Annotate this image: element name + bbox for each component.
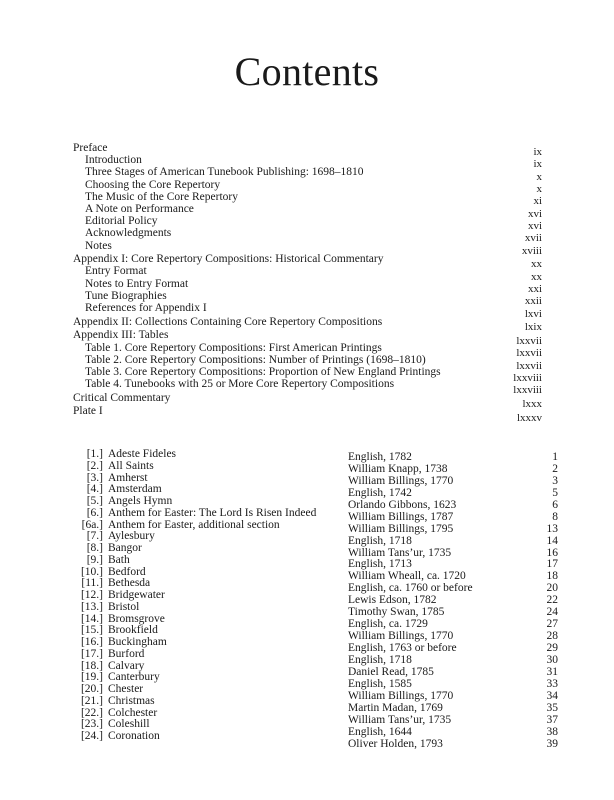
tune-number: [6.] — [86, 506, 103, 519]
toc-entry-title: Plate I — [73, 405, 103, 418]
tune-number: [23.] — [80, 718, 103, 731]
tune-title: Coleshill — [108, 718, 150, 731]
tune-title: Burford — [108, 647, 145, 660]
tune-composer: English, 1644 — [348, 725, 412, 738]
toc-entry-page: ix — [533, 158, 542, 171]
tune-title: Colchester — [108, 706, 158, 719]
toc-entry-page: xxii — [524, 295, 542, 308]
toc-entry-title: Three Stages of American Tunebook Publishing: 1698–1810 — [85, 166, 364, 179]
tune-attribution-row — [348, 488, 558, 500]
toc-entry-page: lxxviii — [513, 384, 542, 397]
tune-number: [2.] — [86, 459, 103, 472]
tune-number: [8.] — [86, 542, 103, 554]
tune-number: [24.] — [80, 730, 103, 742]
tune-page: 16 — [546, 546, 558, 559]
tune-title: Christmas — [108, 694, 155, 707]
toc-entry-page: xvi — [527, 220, 542, 233]
tune-number: [1.] — [86, 448, 103, 460]
tune-composer: William Tans’ur, 1735 — [348, 713, 452, 726]
tune-page: 20 — [546, 582, 558, 595]
tune-page: 24 — [546, 606, 558, 619]
toc-entry-title: References for Appendix I — [85, 301, 207, 314]
tune-composer: William Billings, 1770 — [348, 630, 454, 643]
tune-title: Buckingham — [108, 636, 167, 648]
tune-page: 22 — [546, 594, 558, 607]
toc-entry-title: A Note on Performance — [85, 202, 194, 215]
toc-entry-page: lxix — [524, 321, 542, 334]
tune-title: Anthem for Easter: The Lord Is Risen Indeed — [108, 506, 317, 519]
toc-entry-page: xxi — [527, 283, 542, 296]
tune-page: 3 — [552, 474, 558, 487]
tune-title: Bedford — [108, 565, 146, 578]
tune-composer: Lewis Edson, 1782 — [348, 594, 437, 607]
tune-attribution-row — [348, 739, 558, 751]
tune-page: 33 — [546, 677, 558, 690]
toc-entry-page: xvii — [524, 232, 542, 245]
tune-title: Bristol — [108, 600, 140, 613]
tune-composer: Timothy Swan, 1785 — [348, 606, 445, 619]
tune-composer: English, ca. 1760 or before — [348, 582, 473, 595]
tune-composer: English, 1742 — [348, 486, 412, 499]
toc-entry-title: Tune Biographies — [85, 289, 167, 302]
tune-title: Bromsgrove — [108, 612, 165, 625]
tune-page: 13 — [546, 522, 558, 535]
tune-composer: English, 1782 — [348, 451, 412, 463]
toc-entry-title: Appendix III: Tables — [73, 329, 169, 342]
toc-entry-title: Table 4. Tunebooks with 25 or More Core Repertory Compositions — [85, 378, 395, 391]
tune-composer: English, ca. 1729 — [348, 618, 428, 631]
tune-attribution-row — [348, 524, 558, 536]
tune-title: Angels Hymn — [108, 495, 173, 507]
tune-number: [13.] — [80, 600, 103, 613]
tune-composer: Martin Madan, 1769 — [348, 701, 443, 714]
tune-composer: English, 1718 — [348, 534, 412, 547]
toc-entry-page: xi — [533, 195, 542, 208]
tune-attribution-row — [348, 691, 558, 703]
tune-number: [11.] — [81, 577, 103, 590]
toc-entry-page: xx — [531, 258, 542, 271]
tune-page: 27 — [546, 618, 558, 631]
tune-title: Coronation — [108, 730, 160, 742]
tune-title: Bath — [108, 553, 130, 566]
tune-title: Chester — [108, 683, 144, 695]
tune-number: [17.] — [80, 647, 103, 660]
tune-number: [14.] — [80, 612, 103, 625]
tune-title: All Saints — [108, 459, 154, 472]
tune-composer: William Knapp, 1738 — [348, 462, 448, 475]
toc-entry-title: Critical Commentary — [73, 391, 171, 404]
tune-page: 30 — [546, 653, 558, 666]
toc-entry-title: Choosing the Core Repertory — [85, 178, 221, 191]
tune-number: [10.] — [80, 565, 103, 578]
toc-entry-page: xx — [531, 270, 542, 283]
tune-composer: English, 1585 — [348, 677, 412, 690]
tune-page: 1 — [552, 451, 558, 463]
front-matter-page-numbers — [440, 146, 542, 424]
tune-composer: English, 1718 — [348, 653, 412, 666]
tune-title: Brookfield — [108, 624, 158, 637]
tune-page: 37 — [546, 713, 558, 726]
tune-title: Calvary — [108, 659, 145, 672]
tune-number: [12.] — [80, 589, 103, 601]
toc-entry-page: xviii — [521, 244, 542, 257]
toc-entry-page: lxxviii — [513, 372, 542, 385]
tune-composer: William Billings, 1795 — [348, 522, 454, 535]
tune-composers-pages — [348, 452, 558, 750]
toc-entry-title: Entry Format — [85, 265, 147, 278]
tune-attribution-row — [348, 512, 558, 524]
tune-number: [18.] — [80, 659, 103, 672]
tune-title: Canterbury — [108, 671, 160, 684]
tune-composer: Oliver Holden, 1793 — [348, 737, 443, 750]
tune-page: 29 — [546, 642, 558, 654]
tune-page: 14 — [546, 534, 558, 547]
tune-title: Bridgewater — [108, 589, 165, 601]
tune-number: [9.] — [86, 553, 103, 566]
toc-entry-page: x — [536, 183, 542, 196]
toc-entry-title: Introduction — [85, 154, 142, 167]
toc-entry-page: lxxvii — [516, 347, 542, 360]
tune-attribution-row — [348, 500, 558, 512]
tune-number: [6a.] — [81, 518, 103, 531]
tune-composer: William Wheall, ca. 1720 — [348, 570, 466, 583]
tune-attribution-row — [348, 536, 558, 548]
tune-composer: English, 1763 or before — [348, 642, 457, 654]
tune-page: 39 — [546, 737, 558, 750]
tune-page: 38 — [546, 725, 558, 738]
tune-title: Bangor — [108, 542, 142, 554]
tune-number: [19.] — [80, 671, 103, 684]
tune-page: 35 — [546, 701, 558, 714]
tune-composer: English, 1713 — [348, 558, 412, 571]
tune-composer: William Billings, 1787 — [348, 510, 454, 523]
tune-title: Aylesbury — [108, 530, 155, 543]
toc-entry-page: lxxx — [522, 398, 542, 411]
toc-entry-title: Notes — [85, 239, 112, 252]
tune-attribution-row — [348, 727, 558, 739]
toc-entry-page: ix — [533, 146, 542, 158]
toc-entry-page: x — [536, 170, 542, 183]
tune-page: 5 — [552, 486, 558, 499]
toc-entry-page: lxvi — [524, 307, 542, 320]
tune-number: [20.] — [80, 683, 103, 695]
tune-attribution-row — [348, 703, 558, 715]
tune-page: 17 — [546, 558, 558, 571]
page-title: Contents — [234, 49, 380, 94]
tune-composer: William Billings, 1770 — [348, 689, 454, 702]
toc-entry-title: Preface — [73, 142, 108, 154]
tune-attribution-row — [348, 715, 558, 727]
tune-number: [16.] — [80, 636, 103, 648]
toc-entry-title: Editorial Policy — [85, 215, 158, 228]
tune-title: Amsterdam — [108, 483, 162, 496]
tune-number: [21.] — [80, 694, 103, 707]
tune-number: [22.] — [80, 706, 103, 719]
tune-page: 6 — [552, 498, 558, 511]
toc-entry-title: Acknowledgments — [85, 227, 172, 240]
tune-title: Amherst — [108, 471, 148, 484]
tune-title: Anthem for Easter, additional section — [108, 518, 280, 531]
tune-composer: Orlando Gibbons, 1623 — [348, 498, 457, 511]
tune-page: 31 — [546, 665, 558, 678]
tune-title: Bethesda — [108, 577, 151, 590]
toc-entry-title: The Music of the Core Repertory — [85, 190, 238, 203]
toc-entry-page: lxxvii — [516, 359, 542, 372]
toc-entry-title: Appendix I: Core Repertory Compositions: Historical Commentary — [73, 253, 384, 266]
tune-number: [15.] — [80, 624, 103, 637]
tune-page: 8 — [552, 510, 558, 523]
toc-entry-title: Table 2. Core Repertory Compositions: Number of Printings (1698–1810) — [85, 353, 426, 366]
toc-entry-title: Appendix II: Collections Containing Core Repertory Compositions — [73, 315, 383, 328]
tune-page: 2 — [552, 462, 558, 475]
tune-composer: William Tans’ur, 1735 — [348, 546, 452, 559]
tune-page: 34 — [546, 689, 558, 702]
toc-entry-title: Table 3. Core Repertory Compositions: Proportion of New England Printings — [85, 365, 441, 378]
tune-number: [7.] — [86, 530, 103, 543]
toc-entry-page: lxxxv — [516, 411, 542, 424]
tune-attribution-row — [348, 679, 558, 691]
toc-entry-title: Table 1. Core Repertory Compositions: First American Printings — [85, 341, 382, 354]
tune-composer: Daniel Read, 1785 — [348, 665, 434, 678]
toc-entry-page: xvi — [527, 207, 542, 220]
toc-entry-page: lxxvii — [516, 335, 542, 348]
tune-number: [3.] — [86, 471, 103, 484]
tune-number: [4.] — [86, 483, 103, 496]
tune-page: 28 — [546, 630, 558, 643]
tune-title: Adeste Fideles — [108, 448, 177, 460]
toc-entry-title: Notes to Entry Format — [85, 277, 189, 290]
tune-page: 18 — [546, 570, 558, 583]
tune-number: [5.] — [86, 495, 103, 507]
tune-composer: William Billings, 1770 — [348, 474, 454, 487]
